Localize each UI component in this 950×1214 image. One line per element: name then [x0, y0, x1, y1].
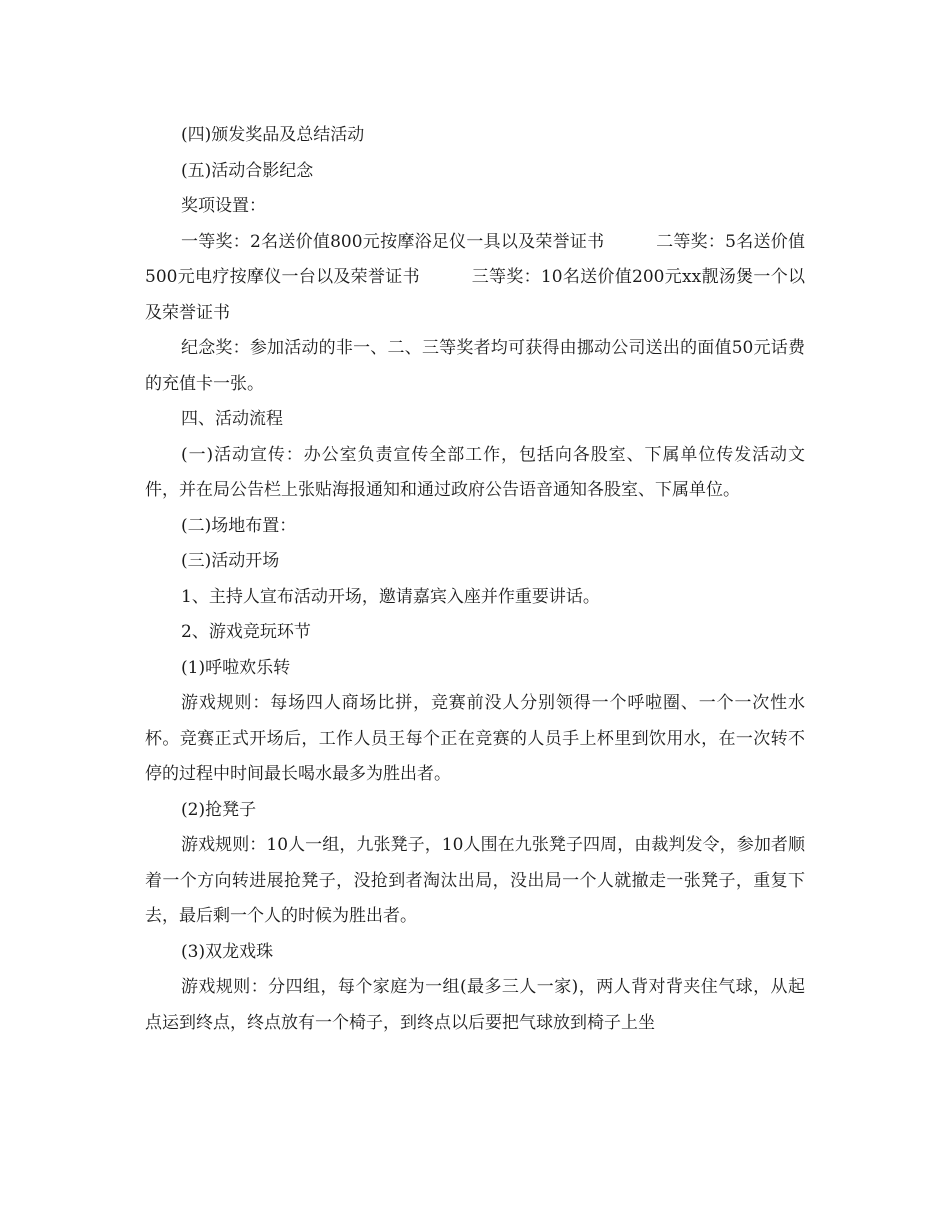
heading-activity-process: 四、活动流程 — [181, 409, 283, 429]
paragraph-opening: (三)活动开场 — [181, 551, 280, 571]
paragraph-game-dragons: (3)双龙戏珠 — [181, 941, 274, 962]
paragraph-game-chairs-rules: 游戏规则：10人一组，九张凳子，10人围在九张凳子四周，由裁判发令，参加者顺着一个方向转进展抢凳子，没抢到者淘汰出局，没出局一个人就撤走一张凳子，重复下去，最后剩一个人的时候为胜出者。 — [145, 835, 805, 926]
paragraph-award-settings: 奖项设置： — [181, 196, 266, 216]
document-body — [145, 118, 805, 1041]
paragraph-award-ceremony: (四)颁发奖品及总结活动 — [181, 125, 365, 145]
paragraph-game-chairs: (2)抢凳子 — [181, 799, 257, 820]
paragraph-souvenir-prize: 纪念奖：参加活动的非一、二、三等奖者均可获得由挪动公司送出的面值50元话费的充值卡一张。 — [145, 338, 805, 394]
paragraph-game-hula: (1)呼啦欢乐转 — [181, 657, 291, 678]
paragraph-host-opening: 1、主持人宣布活动开场，邀请嘉宾入座并作重要讲话。 — [181, 586, 600, 607]
paragraph-venue-setup: (二)场地布置： — [181, 515, 297, 536]
paragraph-game-dragons-rules: 游戏规则：分四组，每个家庭为一组(最多三人一家)，两人背对背夹住气球，从起点运到终点，终点放有一个椅子，到终点以后要把气球放到椅子上坐 — [145, 977, 805, 1033]
paragraph-prize-tiers: 一等奖：2名送价值800元按摩浴足仪一具以及荣誉证书 二等奖：5名送价值500元电疗按摩仪一台以及荣誉证书 三等奖：10名送价值200元xx靓汤煲一个以及荣誉证书 — [145, 231, 805, 323]
paragraph-publicity: (一)活动宣传：办公室负责宣传全部工作，包括向各股室、下属单位传发活动文件，并在局公告栏上张贴海报通知和通过政府公告语音通知各股室、下属单位。 — [145, 444, 805, 500]
paragraph-game-section: 2、游戏竞玩环节 — [181, 622, 311, 642]
paragraph-game-hula-rules: 游戏规则：每场四人商场比拼，竞赛前没人分别领得一个呼啦圈、一个一次性水杯。竞赛正式开场后，工作人员王每个正在竞赛的人员手上杯里到饮用水，在一次转不停的过程中时间最长喝水最多为胜出者。 — [145, 693, 805, 784]
paragraph-group-photo: (五)活动合影纪念 — [181, 160, 314, 181]
